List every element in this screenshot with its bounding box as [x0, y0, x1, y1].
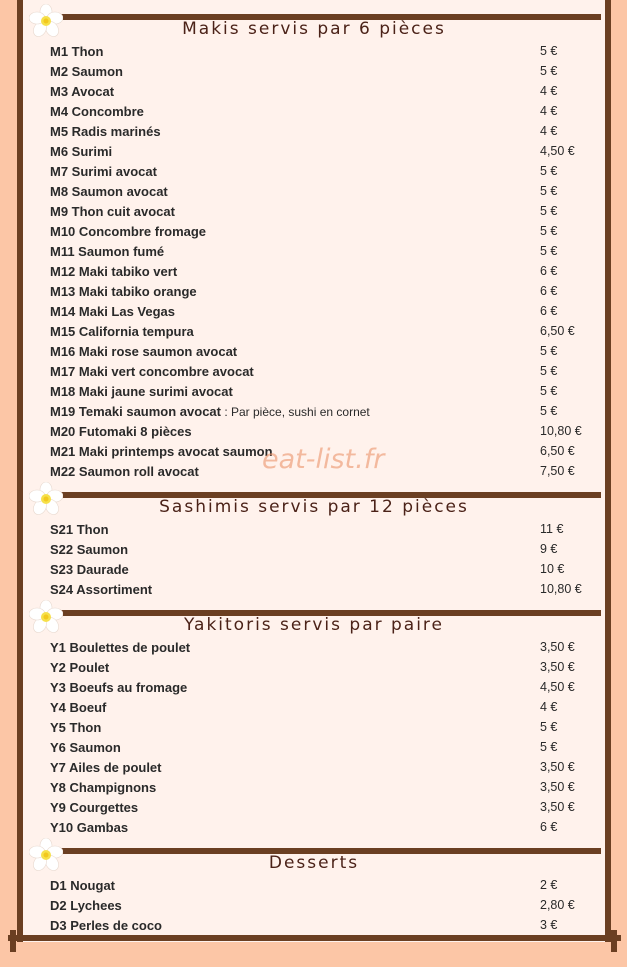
- watermark: eat-list.fr: [262, 444, 385, 475]
- menu-item: [23, 322, 605, 342]
- menu-item: [23, 382, 605, 402]
- item-name-text: M13 Maki tabiko orange: [50, 284, 197, 299]
- item-name: [50, 918, 162, 933]
- item-name-text: Y7 Ailes de poulet: [50, 760, 162, 775]
- menu-item: [23, 718, 605, 738]
- item-name: [50, 64, 123, 79]
- menu-item: [23, 698, 605, 718]
- item-name-text: Y10 Gambas: [50, 820, 129, 835]
- menu-item: [23, 540, 605, 560]
- menu-item: [23, 342, 605, 362]
- menu-item: [23, 402, 605, 422]
- section-title: Desserts: [268, 853, 360, 873]
- menu-item: [23, 362, 605, 382]
- menu-item: [23, 520, 605, 540]
- item-name-text: M2 Saumon: [50, 64, 123, 79]
- item-price: 5 €: [540, 244, 558, 258]
- menu-item: [23, 222, 605, 242]
- item-name-text: M14 Maki Las Vegas: [50, 304, 176, 319]
- item-name-text: Y3 Boeufs au fromage: [50, 680, 188, 695]
- item-price: 6 €: [540, 264, 558, 278]
- menu-item: [23, 122, 605, 142]
- item-name: [50, 424, 192, 439]
- item-name: [50, 820, 128, 835]
- item-name-text: Y2 Poulet: [50, 660, 110, 675]
- item-price: 5 €: [540, 44, 558, 58]
- item-name-text: Y6 Saumon: [50, 740, 121, 755]
- menu-item: [23, 876, 605, 896]
- item-name: [50, 104, 144, 119]
- item-name: [50, 660, 109, 675]
- item-price: 5 €: [540, 404, 558, 418]
- menu-item: [23, 560, 605, 580]
- item-name: [50, 324, 194, 339]
- item-price: 3,50 €: [540, 800, 575, 814]
- item-name: [50, 542, 128, 557]
- item-price: 4 €: [540, 700, 558, 714]
- item-name-text: M18 Maki jaune surimi avocat: [50, 384, 233, 399]
- item-price: 5 €: [540, 364, 558, 378]
- menu-item: [23, 758, 605, 778]
- item-price: 5 €: [540, 184, 558, 198]
- section-title: Makis servis par 6 pièces: [182, 19, 446, 39]
- menu-item: [23, 102, 605, 122]
- item-name: [50, 582, 152, 597]
- item-name-text: S24 Assortiment: [50, 582, 153, 597]
- item-note: : Par pièce, sushi en cornet: [221, 405, 370, 419]
- item-name: [50, 304, 175, 319]
- menu-item: [23, 422, 605, 442]
- item-name-text: D1 Nougat: [50, 878, 115, 893]
- item-name-text: S23 Daurade: [50, 562, 129, 577]
- item-name: [50, 264, 177, 279]
- item-name-text: Y8 Champignons: [50, 780, 157, 795]
- item-name: [50, 84, 114, 99]
- item-price: 3,50 €: [540, 760, 575, 774]
- item-name: [50, 224, 206, 239]
- item-name: [50, 562, 129, 577]
- item-price: 5 €: [540, 164, 558, 178]
- menu-item: [23, 202, 605, 222]
- menu-item: [23, 658, 605, 678]
- menu-item: [23, 738, 605, 758]
- item-name-text: M21 Maki printemps avocat saumon: [50, 444, 273, 459]
- menu-item: [23, 916, 605, 936]
- item-name: [50, 464, 199, 479]
- item-name-text: D2 Lychees: [50, 898, 122, 913]
- menu-item: [23, 638, 605, 658]
- item-name: [50, 444, 273, 459]
- item-name: [50, 700, 106, 715]
- item-name: [50, 184, 168, 199]
- item-name-text: D3 Perles de coco: [50, 918, 162, 933]
- item-name: [50, 364, 254, 379]
- item-name: [50, 740, 121, 755]
- item-name-text: M6 Surimi: [50, 144, 113, 159]
- menu-item: [23, 242, 605, 262]
- item-price: 9 €: [540, 542, 558, 556]
- frame-foot-left: [10, 930, 16, 952]
- item-price: 10 €: [540, 562, 565, 576]
- item-price: 3,50 €: [540, 640, 575, 654]
- menu-item: [23, 42, 605, 62]
- item-name-text: Y9 Courgettes: [50, 800, 139, 815]
- item-name-text: M10 Concombre fromage: [50, 224, 207, 239]
- item-price: 10,80 €: [540, 582, 582, 596]
- item-name-text: M20 Futomaki 8 pièces: [50, 424, 192, 439]
- item-name: [50, 780, 156, 795]
- item-name-text: M1 Thon: [50, 44, 104, 59]
- item-name-text: Y5 Thon: [50, 720, 102, 735]
- menu-item: [23, 282, 605, 302]
- item-name: [50, 760, 162, 775]
- item-price: 5 €: [540, 204, 558, 218]
- item-price: 6 €: [540, 820, 558, 834]
- menu-item: [23, 302, 605, 322]
- item-name: [50, 244, 164, 259]
- item-price: 6,50 €: [540, 444, 575, 458]
- frame-foot-right: [611, 930, 617, 952]
- item-name: [50, 144, 112, 159]
- item-name-text: M11 Saumon fumé: [50, 244, 165, 259]
- item-name: [50, 800, 138, 815]
- item-price: 6 €: [540, 284, 558, 298]
- item-name: [50, 720, 101, 735]
- section-title: Yakitoris servis par paire: [183, 615, 445, 635]
- item-name-text: M22 Saumon roll avocat: [50, 464, 199, 479]
- item-price: 3 €: [540, 918, 558, 932]
- item-name-text: M7 Surimi avocat: [50, 164, 157, 179]
- item-price: 5 €: [540, 224, 558, 238]
- item-list: [23, 42, 605, 482]
- item-list: [23, 638, 605, 838]
- frame-right-post: [605, 0, 611, 942]
- item-price: 11 €: [540, 522, 564, 536]
- item-name-text: M19 Temaki saumon avocat: [50, 404, 221, 419]
- item-name-text: M5 Radis marinés: [50, 124, 161, 139]
- frame-bottom-rail: [8, 935, 621, 941]
- item-list: [23, 520, 605, 600]
- menu-item: [23, 798, 605, 818]
- item-name-text: M9 Thon cuit avocat: [50, 204, 175, 219]
- item-name-text: Y1 Boulettes de poulet: [50, 640, 191, 655]
- item-price: 4,50 €: [540, 680, 575, 694]
- item-price: 5 €: [540, 64, 558, 78]
- menu-item: [23, 818, 605, 838]
- menu-item: [23, 262, 605, 282]
- item-name: [50, 124, 161, 139]
- item-price: 3,50 €: [540, 660, 575, 674]
- item-name: [50, 164, 157, 179]
- item-name: [50, 680, 187, 695]
- item-name: [50, 878, 115, 893]
- menu-item: [23, 896, 605, 916]
- item-price: 4 €: [540, 84, 558, 98]
- item-price: 5 €: [540, 384, 558, 398]
- item-name-text: S21 Thon: [50, 522, 109, 537]
- item-name-text: Y4 Boeuf: [50, 700, 107, 715]
- item-name: [50, 404, 370, 419]
- menu-item: [23, 82, 605, 102]
- item-name-text: M17 Maki vert concombre avocat: [50, 364, 254, 379]
- menu-item: [23, 62, 605, 82]
- menu-item: [23, 162, 605, 182]
- item-list: [23, 876, 605, 936]
- section-title: Sashimis servis par 12 pièces: [159, 497, 469, 517]
- item-name-text: M16 Maki rose saumon avocat: [50, 344, 238, 359]
- item-price: 4 €: [540, 104, 558, 118]
- item-price: 2 €: [540, 878, 558, 892]
- item-name: [50, 204, 175, 219]
- item-price: 5 €: [540, 720, 558, 734]
- menu-item: [23, 678, 605, 698]
- item-name: [50, 384, 233, 399]
- item-price: 10,80 €: [540, 424, 582, 438]
- menu-item: [23, 182, 605, 202]
- item-name-text: M3 Avocat: [50, 84, 115, 99]
- item-price: 5 €: [540, 344, 558, 358]
- item-price: 2,80 €: [540, 898, 575, 912]
- item-name-text: M4 Concombre: [50, 104, 144, 119]
- item-name: [50, 44, 103, 59]
- item-price: 7,50 €: [540, 464, 575, 478]
- menu-item: [23, 580, 605, 600]
- item-price: 4,50 €: [540, 144, 575, 158]
- item-price: 3,50 €: [540, 780, 575, 794]
- item-name: [50, 284, 197, 299]
- item-price: 4 €: [540, 124, 558, 138]
- menu-item: [23, 778, 605, 798]
- item-name-text: M8 Saumon avocat: [50, 184, 168, 199]
- item-price: 6 €: [540, 304, 558, 318]
- item-name-text: M15 California tempura: [50, 324, 194, 339]
- item-name: [50, 522, 109, 537]
- menu-item: [23, 142, 605, 162]
- item-name: [50, 640, 190, 655]
- item-name-text: S22 Saumon: [50, 542, 129, 557]
- item-name: [50, 344, 237, 359]
- item-name: [50, 898, 122, 913]
- item-price: 5 €: [540, 740, 558, 754]
- item-name-text: M12 Maki tabiko vert: [50, 264, 178, 279]
- item-price: 6,50 €: [540, 324, 575, 338]
